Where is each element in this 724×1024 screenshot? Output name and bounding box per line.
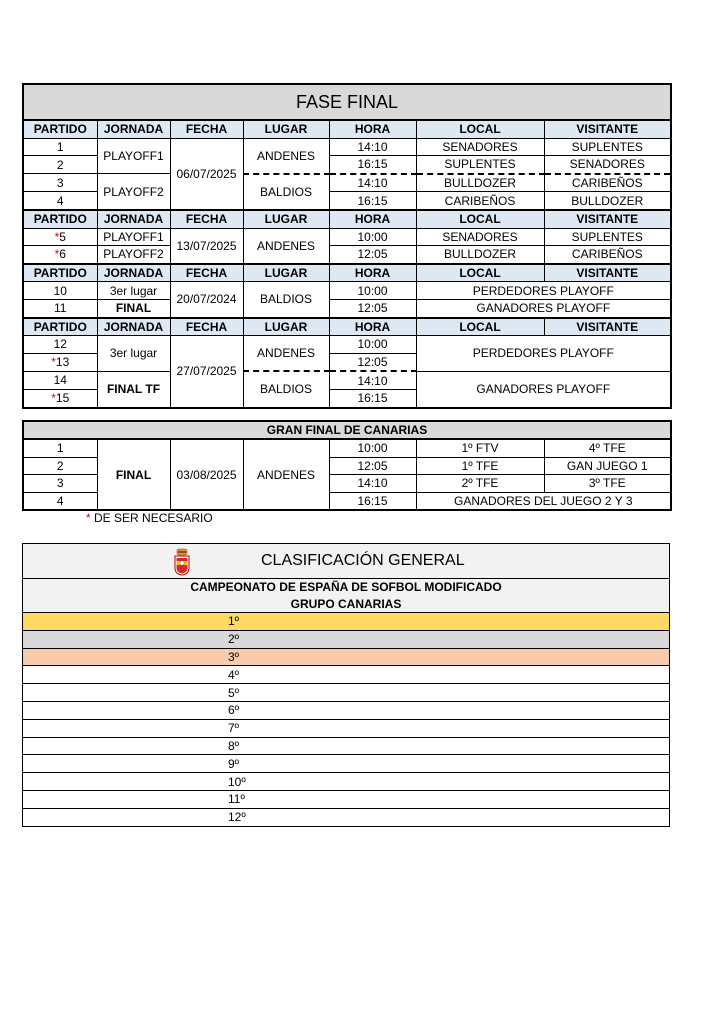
table-row — [23, 174, 671, 192]
hora-cell: 12:05 — [329, 246, 416, 264]
header-local: LOCAL — [416, 318, 544, 336]
visitante-cell: CARIBEÑOS — [544, 174, 671, 192]
hora-cell: 12:05 — [329, 353, 416, 371]
header-fecha: FECHA — [170, 264, 243, 282]
fecha-cell: 20/07/2024 — [170, 282, 243, 318]
header-fecha: FECHA — [170, 318, 243, 336]
partido-cell: 1 — [23, 439, 97, 457]
hora-cell: 16:15 — [329, 156, 416, 174]
header-lugar: LUGAR — [243, 318, 329, 336]
hora-cell: 14:10 — [329, 174, 416, 192]
table-row — [23, 299, 671, 317]
fecha-cell: 13/07/2025 — [170, 228, 243, 264]
table-row — [23, 336, 671, 354]
header-row — [23, 264, 671, 282]
match-cell: GANADORES DEL JUEGO 2 Y 3 — [416, 492, 671, 510]
partido-cell: 4 — [23, 492, 97, 510]
header-fecha: FECHA — [170, 120, 243, 138]
position-7: 7º — [23, 719, 670, 737]
partido-cell — [23, 228, 97, 246]
hora-cell: 16:15 — [329, 492, 416, 510]
header-jornada: JORNADA — [97, 264, 170, 282]
position-1: 1º — [23, 613, 670, 631]
optional-marker: * — [54, 229, 60, 244]
hora-cell: 14:10 — [329, 138, 416, 156]
partido-number: 12 — [53, 337, 67, 352]
header-lugar: LUGAR — [243, 264, 329, 282]
crest-icon — [174, 548, 190, 576]
fecha-cell: 03/08/2025 — [170, 439, 243, 510]
header-visitante: VISITANTE — [544, 318, 671, 336]
partido-cell: 4 — [23, 192, 97, 210]
lugar-cell: ANDENES — [243, 228, 329, 264]
position-10: 10º — [23, 773, 670, 791]
visitante-cell: BULLDOZER — [544, 192, 671, 210]
partido-cell: 1 — [23, 138, 97, 156]
partido-cell — [23, 371, 97, 389]
header-row — [23, 318, 671, 336]
ranking-row — [23, 648, 670, 666]
header-hora: HORA — [329, 120, 416, 138]
hora-cell: 16:15 — [329, 192, 416, 210]
hora-cell: 10:00 — [329, 282, 416, 300]
header-lugar: LUGAR — [243, 120, 329, 138]
header-jornada: JORNADA — [97, 210, 170, 228]
header-jornada: JORNADA — [97, 120, 170, 138]
hora-cell: 16:15 — [329, 389, 416, 407]
position-12: 12º — [23, 808, 670, 826]
table-row — [23, 138, 671, 156]
hora-cell: 10:00 — [329, 336, 416, 354]
jornada-cell: FINAL — [97, 439, 170, 510]
optional-marker: * — [86, 511, 91, 525]
jornada-cell: FINAL TF — [97, 371, 170, 407]
match-cell: PERDEDORES PLAYOFF — [416, 282, 671, 300]
local-cell: 2º TFE — [416, 475, 544, 493]
match-cell: GANADORES PLAYOFF — [416, 299, 671, 317]
subtitle-2: GRUPO CANARIAS — [23, 595, 670, 613]
hora-cell: 14:10 — [329, 371, 416, 389]
local-cell: SUPLENTES — [416, 156, 544, 174]
hora-cell: 12:05 — [329, 299, 416, 317]
partido-cell: 2 — [23, 457, 97, 475]
visitante-cell: SUPLENTES — [544, 228, 671, 246]
header-lugar: LUGAR — [243, 210, 329, 228]
fecha-cell: 27/07/2025 — [170, 336, 243, 408]
header-visitante: VISITANTE — [544, 264, 671, 282]
position-3: 3º — [23, 648, 670, 666]
fase-final-table — [22, 83, 672, 409]
header-row — [23, 120, 671, 138]
visitante-cell: 4º TFE — [544, 439, 671, 457]
header-partido: PARTIDO — [23, 120, 97, 138]
fecha-cell: 06/07/2025 — [170, 138, 243, 210]
local-cell: 1º TFE — [416, 457, 544, 475]
jornada-cell: PLAYOFF1 — [97, 228, 170, 246]
header-visitante: VISITANTE — [544, 210, 671, 228]
ranking-row — [23, 666, 670, 684]
header-local: LOCAL — [416, 264, 544, 282]
header-hora: HORA — [329, 264, 416, 282]
local-cell: 1º FTV — [416, 439, 544, 457]
optional-marker: * — [51, 355, 56, 370]
clasificacion-title-cell — [23, 544, 670, 579]
subtitle-1: CAMPEONATO DE ESPAÑA DE SOFBOL MODIFICADO — [23, 579, 670, 596]
hora-cell: 10:00 — [329, 439, 416, 457]
subtitle-row — [23, 579, 670, 596]
visitante-cell: CARIBEÑOS — [544, 246, 671, 264]
visitante-cell: SENADORES — [544, 156, 671, 174]
ranking-row — [23, 737, 670, 755]
visitante-cell: 3º TFE — [544, 475, 671, 493]
gran-final-title: GRAN FINAL DE CANARIAS — [23, 421, 671, 439]
header-fecha: FECHA — [170, 210, 243, 228]
ranking-row — [23, 630, 670, 648]
partido-number: 5 — [59, 229, 66, 244]
table-row — [23, 439, 671, 457]
local-cell: SENADORES — [416, 138, 544, 156]
hora-cell: 12:05 — [329, 457, 416, 475]
lugar-cell: ANDENES — [243, 336, 329, 372]
local-cell: CARIBEÑOS — [416, 192, 544, 210]
jornada-cell: PLAYOFF2 — [97, 174, 170, 210]
hora-cell: 14:10 — [329, 475, 416, 493]
hora-cell: 10:00 — [329, 228, 416, 246]
lugar-cell: BALDIOS — [243, 371, 329, 407]
header-hora: HORA — [329, 210, 416, 228]
clasificacion-title: CLASIFICACIÓN GENERAL — [261, 552, 465, 569]
position-2: 2º — [23, 630, 670, 648]
partido-cell — [23, 246, 97, 264]
gran-final-title-row — [23, 421, 671, 439]
ranking-row — [23, 790, 670, 808]
clasificacion-table — [22, 543, 670, 827]
jornada-cell: 3er lugar — [97, 282, 170, 300]
ranking-row — [23, 719, 670, 737]
visitante-cell: GAN JUEGO 1 — [544, 457, 671, 475]
jornada-cell: PLAYOFF2 — [97, 246, 170, 264]
position-9: 9º — [23, 755, 670, 773]
table-row — [23, 282, 671, 300]
clasificacion-title-row — [23, 544, 670, 579]
header-partido: PARTIDO — [23, 210, 97, 228]
header-local: LOCAL — [416, 210, 544, 228]
lugar-cell: ANDENES — [243, 439, 329, 510]
footnote — [86, 511, 213, 525]
partido-cell: 10 — [23, 282, 97, 300]
local-cell: BULLDOZER — [416, 174, 544, 192]
gran-final-table — [22, 420, 672, 511]
match-cell: GANADORES PLAYOFF — [416, 371, 671, 407]
table-row — [23, 228, 671, 246]
table-row — [23, 371, 671, 389]
ranking-row — [23, 773, 670, 791]
header-jornada: JORNADA — [97, 318, 170, 336]
ranking-row — [23, 701, 670, 719]
fase-final-title: FASE FINAL — [23, 84, 671, 120]
subtitle-row — [23, 595, 670, 613]
partido-cell: 2 — [23, 156, 97, 174]
table-row — [23, 246, 671, 264]
header-hora: HORA — [329, 318, 416, 336]
lugar-cell: ANDENES — [243, 138, 329, 174]
lugar-cell: BALDIOS — [243, 174, 329, 210]
visitante-cell: SUPLENTES — [544, 138, 671, 156]
header-visitante: VISITANTE — [544, 120, 671, 138]
ranking-row — [23, 755, 670, 773]
partido-number: 14 — [53, 373, 67, 388]
optional-marker: * — [54, 247, 60, 262]
position-8: 8º — [23, 737, 670, 755]
partido-cell: 3 — [23, 475, 97, 493]
lugar-cell: BALDIOS — [243, 282, 329, 318]
partido-number: 15 — [55, 391, 70, 406]
match-cell: PERDEDORES PLAYOFF — [416, 336, 671, 372]
fase-final-title-row — [23, 84, 671, 120]
partido-cell — [23, 353, 97, 371]
header-local: LOCAL — [416, 120, 544, 138]
jornada-cell: 3er lugar — [97, 336, 170, 372]
header-partido: PARTIDO — [23, 264, 97, 282]
partido-number: 13 — [55, 355, 70, 370]
local-cell: SENADORES — [416, 228, 544, 246]
header-row — [23, 210, 671, 228]
position-11: 11º — [23, 790, 670, 808]
jornada-cell: FINAL — [97, 299, 170, 317]
position-5: 5º — [23, 684, 670, 702]
footnote-text: DE SER NECESARIO — [94, 511, 213, 525]
ranking-row — [23, 613, 670, 631]
partido-cell — [23, 389, 97, 407]
position-4: 4º — [23, 666, 670, 684]
ranking-row — [23, 684, 670, 702]
partido-number: 6 — [59, 247, 66, 262]
ranking-row — [23, 808, 670, 826]
partido-cell: 11 — [23, 299, 97, 317]
jornada-cell: PLAYOFF1 — [97, 138, 170, 174]
local-cell: BULLDOZER — [416, 246, 544, 264]
header-partido: PARTIDO — [23, 318, 97, 336]
partido-cell — [23, 336, 97, 354]
optional-marker: * — [51, 391, 56, 406]
position-6: 6º — [23, 701, 670, 719]
partido-cell: 3 — [23, 174, 97, 192]
